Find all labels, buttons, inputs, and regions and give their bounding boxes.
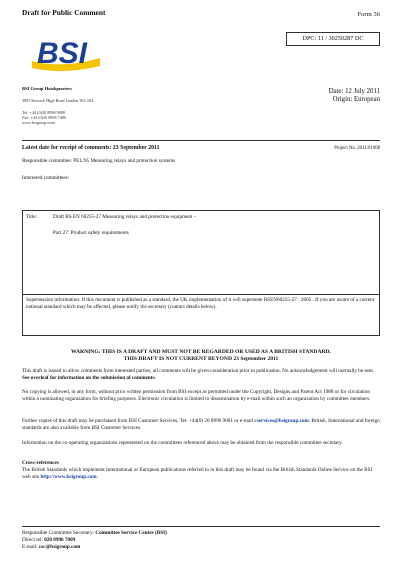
divider xyxy=(22,140,380,141)
paragraph-information: Information on the co-operating organizations represented on the committees referenced above may be obtained from the responsible committee secretary. xyxy=(22,440,343,446)
title-label: Title: xyxy=(26,214,38,220)
org-tel: Tel: +44 (0)20 8996 9000 xyxy=(22,110,66,115)
paragraph-copies-text: Further copies of this draft may be purchased from BSI Customer Services, Tel: +44(0) 20 8996 9001 or e-mail xyxy=(22,418,255,424)
footer-email xyxy=(22,544,167,551)
project-number: Project No. 2011/01908 xyxy=(334,146,380,151)
secretary-name: Committee Service Centre (BSI) xyxy=(95,530,167,536)
dpc-box xyxy=(286,32,380,46)
tel-label: Direct tel: xyxy=(22,537,45,544)
responsible-committee: Responsible committee: PEL/95 Measuring relays and protection systems xyxy=(22,158,176,164)
supersession-info: Supersession information: If this document is published as a standard, the UK implementation of it will supersede BSEN60255-27 : 2005 . If you are aware of a current national standard which may be affected, please notify the secretary (contact details below). xyxy=(26,297,375,310)
overleaf-note: See overleaf for information on the submission of comments. xyxy=(22,374,156,381)
footer-secretary xyxy=(22,530,167,537)
paragraph-issue-text: This draft is issued to allow comments from interested parties; all comments will be given consideration prior to publication. No acknowledgement will normally be sent. xyxy=(22,368,375,374)
cservices-email-link[interactable]: cservices@bsigroup.com xyxy=(254,418,309,424)
title-line-1: Draft BS EN 60255-27 Measuring relays and protection equipment - xyxy=(53,214,196,220)
org-name: BSI Group Headquarters xyxy=(22,86,72,91)
dpc-reference: DPC: 11 / 30250287 DC xyxy=(302,35,364,42)
bsi-logo-graphic xyxy=(22,36,102,74)
org-fax: Fax: +44 (0)20 8996 7400 xyxy=(22,115,67,120)
draft-label: Draft for Public Comment xyxy=(22,8,106,17)
form-number: Form 36 xyxy=(357,11,380,18)
date-text: Date: 12 July 2011 xyxy=(328,88,380,95)
title-line-2: Part 27: Product safety requirements xyxy=(53,230,129,236)
bsi-logo xyxy=(22,36,102,74)
footer-divider xyxy=(22,526,380,527)
crossref-paragraph xyxy=(22,467,380,480)
crossref-text-end: . xyxy=(96,473,98,480)
latest-date: Latest date for receipt of comments: 23 September 2011 xyxy=(22,145,160,151)
warning-line-2: THIS DRAFT IS NOT CURRENT BEYOND 23 September 2011 xyxy=(123,356,279,362)
tel-value: 020 8996 7009 xyxy=(44,537,76,544)
paragraph-copies xyxy=(22,418,380,431)
org-web: www.bsigroup.com xyxy=(22,120,55,125)
crossref-heading: Cross-references xyxy=(22,460,59,466)
org-address: 389 Chiswick High Road London W4 4AL xyxy=(22,98,95,103)
bsi-website-link[interactable]: http://www.bsigroup.com xyxy=(40,473,97,480)
org-contact xyxy=(22,110,66,125)
title-box xyxy=(22,210,380,336)
interested-committees: Interested committees: xyxy=(22,175,70,181)
footer xyxy=(22,530,167,552)
paragraph-copies-text-2: . British, International and foreign standards are also available from BSI Customer Services. xyxy=(22,418,380,431)
crossref-text: The British Standards which implement International or European publications referred to in this draft may be found via the British Standards Online Service on the BSI web site xyxy=(22,467,373,480)
email-label: E-mail: xyxy=(22,544,39,551)
bsi-logo-text: BSI xyxy=(36,37,88,70)
paragraph-copying: No copying is allowed, in any form, without prior written permission from BSI except as permitted under the Copyright, Designs and Patent Act 1988 or for circulation within a nominating organization for briefing purposes. Electronic circulation is limited to dissemination by e-mail within such an organization by committee members. xyxy=(22,389,371,402)
warning xyxy=(22,349,380,363)
secretary-label: Responsible Committee Secretary: xyxy=(22,530,96,536)
origin-text: Origin: European xyxy=(332,96,380,103)
paragraph-issue xyxy=(22,368,380,381)
warning-line-1: WARNING: THIS IS A DRAFT AND MUST NOT BE REGARDED OR USED AS A BRITISH STANDARD. xyxy=(71,349,331,355)
title-box-divider xyxy=(23,294,379,295)
date-origin xyxy=(329,88,380,104)
email-value[interactable]: csc@bsigroup.com xyxy=(38,544,81,551)
footer-tel xyxy=(22,537,167,544)
